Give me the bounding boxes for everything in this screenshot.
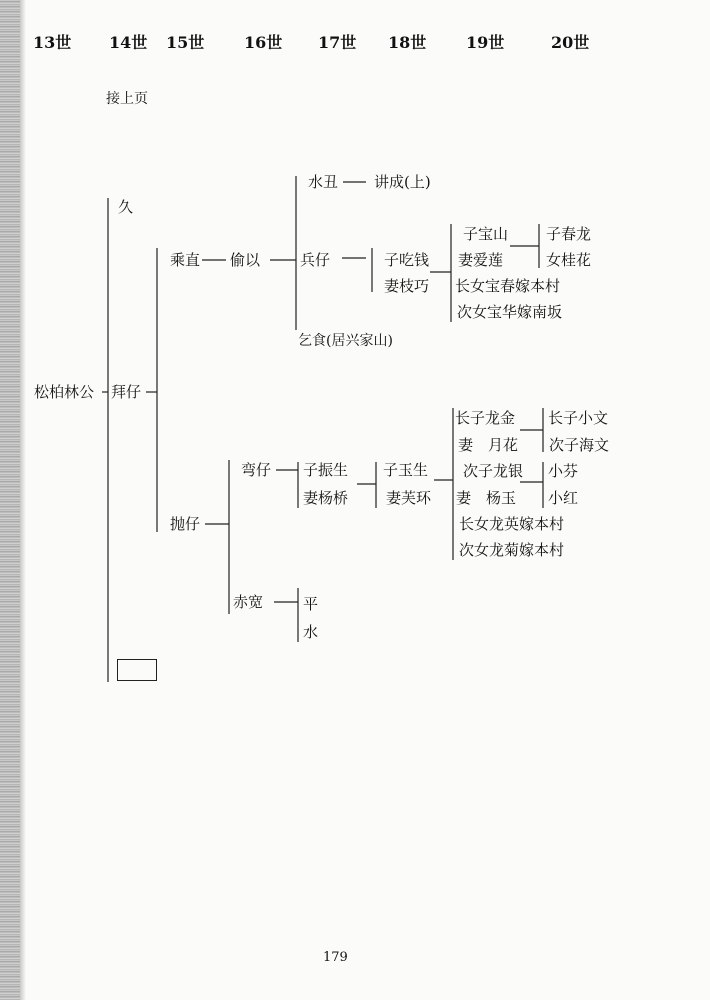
person-baizai: 拜仔 [111, 383, 142, 401]
person-qiailian: 妻爱莲 [458, 251, 504, 269]
generation-17: 17世 [318, 33, 357, 52]
person-cinv-baohua: 次女宝华嫁南坂 [457, 303, 563, 321]
person-touyi: 偷以 [230, 251, 261, 269]
person-qifuhuan: 妻芙环 [386, 489, 432, 507]
person-paozai: 抛仔 [170, 515, 201, 533]
person-qi-yangyu: 妻 杨玉 [456, 489, 517, 507]
person-changnv-longying: 长女龙英嫁本村 [459, 515, 565, 533]
person-zibaoshan: 子宝山 [463, 225, 509, 243]
person-changzi-longjin: 长子龙金 [455, 409, 516, 427]
person-zichunlong: 子春龙 [546, 225, 592, 243]
person-ping: 平 [303, 595, 319, 613]
person-nvguihua: 女桂花 [546, 251, 592, 269]
generation-15: 15世 [166, 33, 205, 52]
person-shui: 水 [303, 623, 319, 641]
person-shuichou: 水丑 [308, 173, 339, 191]
person-jiangcheng: 讲成(上) [374, 173, 431, 191]
person-jiu: 久 [118, 198, 134, 216]
generation-19: 19世 [466, 33, 505, 52]
person-cizi-haiwen: 次子海文 [549, 436, 610, 454]
person-cizi-longyin: 次子龙银 [463, 462, 524, 480]
person-qi-yuehua: 妻 月花 [458, 436, 519, 454]
person-qizhiqiao: 妻枝巧 [384, 277, 430, 295]
person-changzi-xiaowen: 长子小文 [548, 409, 609, 427]
person-chikuan: 赤宽 [233, 593, 264, 611]
generation-14: 14世 [109, 33, 148, 52]
person-ziyusheng: 子玉生 [383, 461, 429, 479]
generation-16: 16世 [244, 33, 283, 52]
person-root: 松柏林公 [34, 383, 95, 401]
person-qishi: 乞食(居兴家山) [298, 333, 393, 349]
generation-20: 20世 [551, 33, 590, 52]
person-chengzhi: 乘直 [170, 251, 201, 269]
person-changnv-baochun: 长女宝春嫁本村 [455, 277, 561, 295]
person-zizhensheng: 子振生 [303, 461, 349, 479]
person-cinv-longju: 次女龙菊嫁本村 [459, 541, 565, 559]
person-qiyangqiao: 妻杨桥 [303, 489, 349, 507]
person-xiaohong: 小红 [548, 489, 579, 507]
continued-note: 接上页 [106, 91, 148, 107]
person-xiaofen: 小芬 [548, 462, 579, 480]
generation-18: 18世 [388, 33, 427, 52]
page-number: 179 [323, 950, 348, 965]
person-zichiqian: 子吃钱 [384, 251, 430, 269]
generation-13: 13世 [33, 33, 72, 52]
empty-box [117, 659, 157, 681]
person-bingzai: 兵仔 [300, 251, 331, 269]
person-gongzai: 弯仔 [241, 461, 272, 479]
